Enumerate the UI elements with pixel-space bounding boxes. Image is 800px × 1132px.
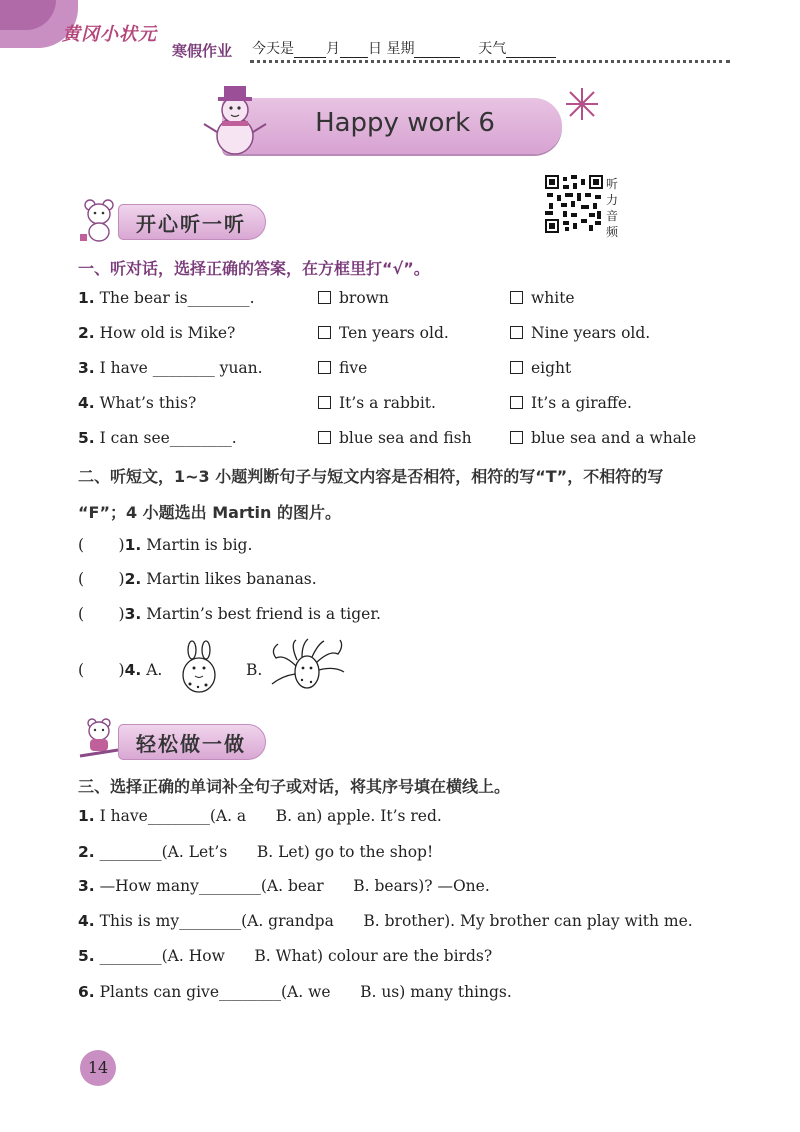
- month-blank[interactable]: [294, 43, 326, 58]
- question-number: 2.: [78, 324, 95, 342]
- date-label-today: 今天是: [252, 41, 294, 57]
- item-text: Martin’s best friend is a tiger.: [146, 605, 381, 623]
- item-number: 2.: [124, 570, 142, 588]
- option-text: It’s a giraffe.: [531, 394, 632, 412]
- answer-paren[interactable]: ( ): [78, 536, 125, 554]
- question-text: ________(A. How B. What) colour are the birds?: [99, 947, 493, 965]
- item-number: 1.: [124, 536, 142, 554]
- day-blank[interactable]: [340, 43, 368, 58]
- option-text: Ten years old.: [339, 324, 449, 342]
- checkbox[interactable]: [318, 326, 331, 339]
- rabbit-picture-icon[interactable]: [176, 640, 222, 696]
- checkbox[interactable]: [510, 431, 523, 444]
- checkbox[interactable]: [318, 396, 331, 409]
- option-text: blue sea and a whale: [531, 429, 697, 447]
- section-title-listen: 开心听一听: [136, 212, 246, 236]
- question-number: 6.: [78, 983, 95, 1001]
- question-number: 1.: [78, 289, 95, 307]
- question-text: This is my________(A. grandpa B. brother). My brother can play with me.: [99, 912, 693, 930]
- bear-mascot-icon: [78, 196, 120, 242]
- part1-question: [78, 394, 196, 412]
- part1-option[interactable]: [318, 359, 367, 377]
- question-number: 5.: [78, 429, 95, 447]
- part3-question: [78, 807, 442, 825]
- header-dotted-divider: [250, 60, 730, 63]
- part1-option[interactable]: [318, 289, 389, 307]
- question-number: 4.: [78, 912, 95, 930]
- octopus-picture-icon[interactable]: [266, 636, 348, 698]
- weather-blank[interactable]: [506, 43, 556, 58]
- question-text: ________(A. Let’s B. Let) go to the shop!: [99, 843, 434, 861]
- option-b-label: B.: [246, 661, 263, 679]
- option-text: eight: [531, 359, 572, 377]
- part1-question: [78, 324, 235, 342]
- answer-paren[interactable]: ( ): [78, 605, 125, 623]
- part1-option[interactable]: [318, 429, 472, 447]
- page-title: Happy work 6: [315, 108, 495, 138]
- checkbox[interactable]: [510, 291, 523, 304]
- snowman-icon: [200, 78, 270, 158]
- qr-label-char: 听: [606, 177, 619, 191]
- checkbox[interactable]: [510, 326, 523, 339]
- part2-item4: [78, 661, 162, 679]
- question-text: I have________(A. a B. an) apple. It’s red.: [99, 807, 442, 825]
- checkbox[interactable]: [318, 431, 331, 444]
- part1-question: [78, 359, 263, 377]
- part1-option[interactable]: [510, 324, 650, 342]
- part2-item: [78, 536, 252, 554]
- question-text: The bear is________.: [99, 289, 255, 307]
- part3-instruction: 三、选择正确的单词补全句子或对话，将其序号填在横线上。: [78, 777, 511, 796]
- question-text: I can see________.: [99, 429, 237, 447]
- checkbox[interactable]: [318, 361, 331, 374]
- question-number: 3.: [78, 359, 95, 377]
- part1-option[interactable]: [510, 359, 571, 377]
- part1-option[interactable]: [318, 324, 449, 342]
- snowflake-icon: [564, 86, 600, 122]
- answer-paren[interactable]: ( ): [78, 570, 125, 588]
- part3-question: [78, 983, 512, 1001]
- part1-option[interactable]: [510, 394, 632, 412]
- option-text: five: [339, 359, 368, 377]
- question-text: What’s this?: [99, 394, 197, 412]
- option-text: white: [531, 289, 575, 307]
- part3-question: [78, 947, 492, 965]
- qr-label-char: 音: [606, 209, 619, 223]
- part1-question: [78, 289, 255, 307]
- part1-question: [78, 429, 237, 447]
- qr-code-icon[interactable]: [545, 175, 603, 233]
- part3-question: [78, 843, 433, 861]
- skiing-bear-mascot-icon: [78, 716, 120, 762]
- option-text: brown: [339, 289, 389, 307]
- part1-option[interactable]: [510, 289, 575, 307]
- checkbox[interactable]: [510, 396, 523, 409]
- question-number: 2.: [78, 843, 95, 861]
- date-label-month: 月: [326, 41, 340, 57]
- option-text: It’s a rabbit.: [339, 394, 436, 412]
- page-number: 14: [80, 1050, 116, 1086]
- date-line: [252, 38, 556, 58]
- weekday-blank[interactable]: [414, 43, 460, 58]
- item-text: Martin is big.: [146, 536, 253, 554]
- answer-paren[interactable]: ( ): [78, 661, 125, 679]
- option-text: blue sea and fish: [339, 429, 472, 447]
- question-text: Plants can give________(A. we B. us) many things.: [99, 983, 512, 1001]
- part1-option[interactable]: [510, 429, 696, 447]
- part3-question: [78, 877, 490, 895]
- date-label-day: 日: [368, 41, 382, 57]
- part1-option[interactable]: [318, 394, 436, 412]
- question-number: 3.: [78, 877, 95, 895]
- part2-instruction-line1: 二、听短文，1~3 小题判断句子与短文内容是否相符，相符的写“T”，不相符的写: [78, 467, 664, 486]
- part2-item: [78, 570, 317, 588]
- option-text: Nine years old.: [531, 324, 651, 342]
- item-text: Martin likes bananas.: [146, 570, 317, 588]
- header-subtitle: 寒假作业: [172, 42, 233, 60]
- checkbox[interactable]: [318, 291, 331, 304]
- part2-instruction-line2: “F”；4 小题选出 Martin 的图片。: [78, 503, 341, 522]
- date-label-weather: 天气: [478, 41, 507, 57]
- question-number: 5.: [78, 947, 95, 965]
- question-number: 1.: [78, 807, 95, 825]
- part3-question: [78, 912, 693, 930]
- brand-logo: 黄冈小状元: [62, 24, 157, 45]
- section-title-practice: 轻松做一做: [136, 732, 246, 756]
- item-number: 4.: [124, 661, 142, 679]
- qr-label-char: 力: [606, 193, 619, 207]
- qr-label: [606, 176, 622, 240]
- date-label-weekday: 星期: [386, 41, 415, 57]
- item-number: 3.: [124, 605, 142, 623]
- checkbox[interactable]: [510, 361, 523, 374]
- option-a-label: A.: [146, 661, 163, 679]
- qr-label-char: 频: [606, 225, 619, 239]
- part2-item: [78, 605, 381, 623]
- question-text: How old is Mike?: [99, 324, 236, 342]
- part1-instruction: 一、听对话，选择正确的答案，在方框里打“√”。: [78, 259, 430, 278]
- question-text: —How many________(A. bear B. bears)? —One.: [99, 877, 490, 895]
- question-number: 4.: [78, 394, 95, 412]
- question-text: I have ________ yuan.: [99, 359, 263, 377]
